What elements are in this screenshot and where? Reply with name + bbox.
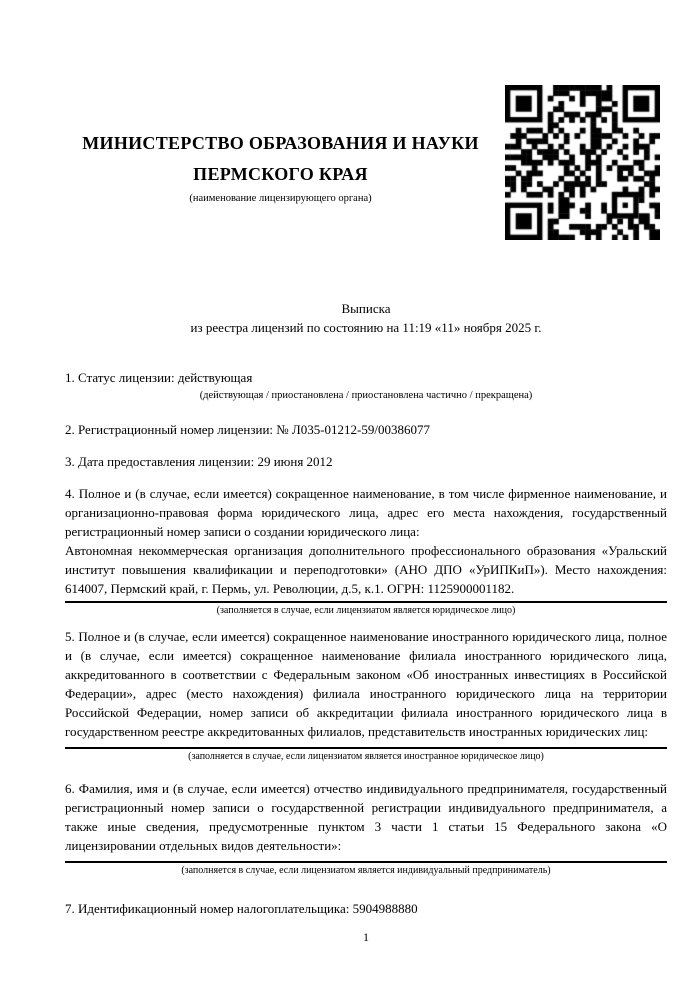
qr-code-icon bbox=[505, 85, 660, 240]
legal-entity-divider bbox=[65, 601, 667, 603]
ministry-name-note: (наименование лицензирующего органа) bbox=[189, 193, 372, 204]
ministry-name-line2: ПЕРМСКОГО КРАЯ bbox=[193, 164, 368, 184]
item-taxpayer-number: 7. Идентификационный номер налогоплательщика: 5904988880 bbox=[65, 901, 418, 916]
foreign-entity-divider bbox=[65, 747, 667, 749]
foreign-entity-note: (заполняется в случае, если лицензиатом является иностранное юридическое лицо) bbox=[188, 751, 544, 762]
item-legal-entity-value: Автономная некоммерческая организация дополнительного профессионального образования «Уральский институт повышения квалификации и переподготовки» (АНО ДПО «УрИПКиП»). Место нахождения: 614007, Пермский край, г. Пермь, ул. Революции, д.5, к.1. ОГРН: 1125900001182. bbox=[65, 543, 667, 596]
item-entrepreneur-heading: 6. Фамилия, имя и (в случае, если имеется) отчество индивидуального предпринимателя, государственный регистрационный номер записи о государственной регистрации индивидуального предпринимателя, а также иные сведения, предусмотренные пунктом 3 части 1 статьи 15 Федерального закона «О лицензировании отдельных видов деятельности»: bbox=[65, 781, 667, 853]
entrepreneur-divider bbox=[65, 861, 667, 863]
page-number: 1 bbox=[363, 930, 369, 944]
entrepreneur-note: (заполняется в случае, если лицензиатом является индивидуальный предприниматель) bbox=[181, 865, 551, 876]
document-title-line2: из реестра лицензий по состоянию на 11:19 «11» ноября 2025 г. bbox=[190, 320, 542, 335]
item-license-status: 1. Статус лицензии: действующая bbox=[65, 370, 253, 385]
item-registration-number: 2. Регистрационный номер лицензии: № Л035-01212-59/00386077 bbox=[65, 422, 431, 437]
item-license-status-note: (действующая / приостановлена / приостановлена частично / прекращена) bbox=[199, 390, 533, 401]
document-title-line1: Выписка bbox=[341, 301, 391, 316]
legal-entity-note: (заполняется в случае, если лицензиатом является юридическое лицо) bbox=[216, 605, 516, 616]
item-grant-date: 3. Дата предоставления лицензии: 29 июня 2012 bbox=[65, 454, 333, 469]
licensing-authority-header bbox=[68, 128, 493, 206]
item-foreign-entity-heading: 5. Полное и (в случае, если имеется) сокращенное наименование иностранного юридического лица, полное и (в случае, если имеется) сокращенное наименование филиала иностранного юридического лица, аккредитованного в соответствии с Федеральным законом «Об иностранных инвестициях в Российской Федерации», адрес (место нахождения) филиала иностранного юридического лица на территории Российской Федерации, номер записи об аккредитации филиала иностранного юридического лица в государственном реестре аккредитованных филиалов, представительств иностранных юридических лиц: bbox=[65, 629, 667, 739]
item-legal-entity-heading: 4. Полное и (в случае, если имеется) сокращенное наименование, в том числе фирменное наименование, и организационно-правовая форма юридического лица, адрес его места нахождения, государственный регистрационный номер записи о создании юридического лица: bbox=[65, 486, 667, 539]
document-title bbox=[65, 299, 667, 337]
ministry-name-line1: МИНИСТЕРСТВО ОБРАЗОВАНИЯ И НАУКИ bbox=[82, 133, 479, 153]
document-body bbox=[65, 368, 667, 918]
